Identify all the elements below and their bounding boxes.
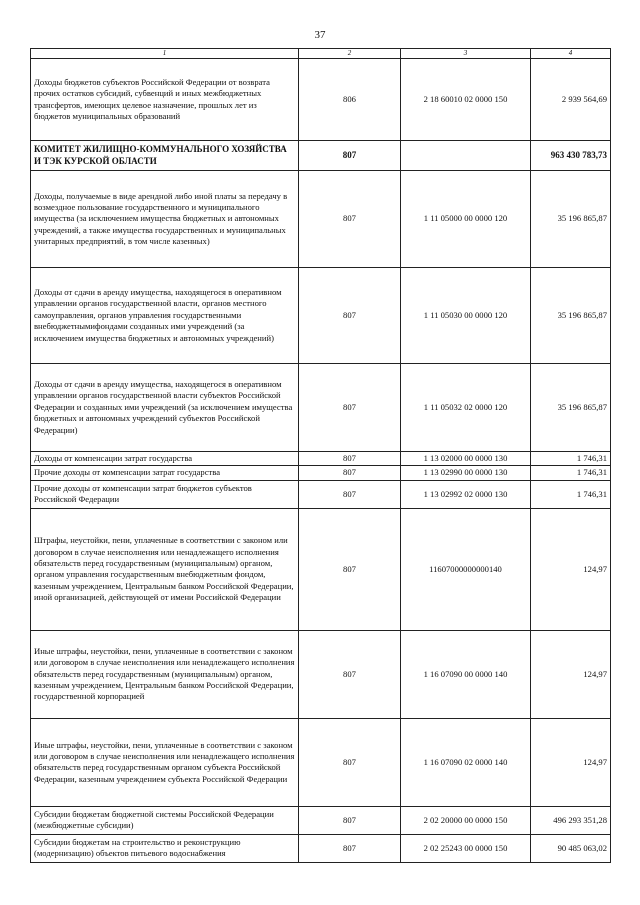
revenue-sum: 963 430 783,73 bbox=[531, 141, 611, 171]
revenue-name: КОМИТЕТ ЖИЛИЩНО-КОММУНАЛЬНОГО ХОЗЯЙСТВА И ТЭК КУРСКОЙ ОБЛАСТИ bbox=[31, 141, 299, 171]
revenue-code: 2 18 60010 02 0000 150 bbox=[401, 59, 531, 141]
revenue-code: 2 02 20000 00 0000 150 bbox=[401, 806, 531, 834]
table-row bbox=[31, 480, 611, 508]
admin-code: 807 bbox=[299, 834, 401, 862]
table-row bbox=[31, 806, 611, 834]
revenue-name: Доходы, получаемые в виде арендной либо иной платы за передачу в возмездное пользование государственного и муниципального имущества (за исключением имущества бюджетных и автономных учреждений, а также имущества государственных и муниципальных унитарных предприятий, в том числе казенных) bbox=[31, 171, 299, 268]
revenue-sum: 35 196 865,87 bbox=[531, 171, 611, 268]
header-col-4: 4 bbox=[531, 49, 611, 59]
revenue-sum: 124,97 bbox=[531, 630, 611, 718]
revenue-sum: 35 196 865,87 bbox=[531, 268, 611, 364]
revenue-code: 1 13 02990 00 0000 130 bbox=[401, 466, 531, 480]
page-number: 37 bbox=[314, 29, 326, 41]
admin-code: 807 bbox=[299, 452, 401, 466]
table-row bbox=[31, 452, 611, 466]
admin-code: 807 bbox=[299, 466, 401, 480]
revenue-code: 1 16 07090 00 0000 140 bbox=[401, 630, 531, 718]
header-col-1: 1 bbox=[31, 49, 299, 59]
revenue-name: Иные штрафы, неустойки, пени, уплаченные в соответствии с законом или договором в случае неисполнения или ненадлежащего исполнения обязательств перед государственным органом субъекта Российской Федерации, казенным учреждением субъекта Российской Федерации bbox=[31, 718, 299, 806]
table-row bbox=[31, 508, 611, 630]
revenue-name: Доходы от сдачи в аренду имущества, находящегося в оперативном управлении органов государственной власти, органов местного самоуправления, органов управления государственными внебюджетнымифондами созданных ими учреждений (за исключением имущества бюджетных и автономных учреждений) bbox=[31, 268, 299, 364]
table-row bbox=[31, 466, 611, 480]
revenue-name: Прочие доходы от компенсации затрат государства bbox=[31, 466, 299, 480]
admin-code: 806 bbox=[299, 59, 401, 141]
revenue-table bbox=[30, 48, 611, 863]
header-col-2: 2 bbox=[299, 49, 401, 59]
admin-code: 807 bbox=[299, 630, 401, 718]
revenue-sum: 496 293 351,28 bbox=[531, 806, 611, 834]
revenue-name: Доходы от сдачи в аренду имущества, находящегося в оперативном управлении органов государственной власти субъектов Российской Федерации и созданных ими учреждений (за исключением имущества бюджетных и автономных учреждений субъектов Российской Федерации) bbox=[31, 364, 299, 452]
revenue-code: 1 11 05032 02 0000 120 bbox=[401, 364, 531, 452]
table-row bbox=[31, 59, 611, 141]
admin-code: 807 bbox=[299, 171, 401, 268]
revenue-code: 2 02 25243 00 0000 150 bbox=[401, 834, 531, 862]
revenue-code: 1 13 02992 02 0000 130 bbox=[401, 480, 531, 508]
revenue-sum: 124,97 bbox=[531, 718, 611, 806]
table-row bbox=[31, 364, 611, 452]
revenue-sum: 124,97 bbox=[531, 508, 611, 630]
revenue-code: 1 11 05000 00 0000 120 bbox=[401, 171, 531, 268]
revenue-name: Субсидии бюджетам бюджетной системы Российской Федерации (межбюджетные субсидии) bbox=[31, 806, 299, 834]
admin-code: 807 bbox=[299, 718, 401, 806]
revenue-name: Субсидии бюджетам на строительство и реконструкцию (модернизацию) объектов питьевого водоснабжения bbox=[31, 834, 299, 862]
table-row bbox=[31, 834, 611, 862]
revenue-sum: 90 485 063,02 bbox=[531, 834, 611, 862]
admin-code: 807 bbox=[299, 141, 401, 171]
admin-code: 807 bbox=[299, 364, 401, 452]
revenue-sum: 2 939 564,69 bbox=[531, 59, 611, 141]
table-row bbox=[31, 718, 611, 806]
table-row bbox=[31, 630, 611, 718]
revenue-name: Прочие доходы от компенсации затрат бюджетов субъектов Российской Федерации bbox=[31, 480, 299, 508]
table-row bbox=[31, 171, 611, 268]
revenue-code: 1 16 07090 02 0000 140 bbox=[401, 718, 531, 806]
revenue-code: 11607000000000140 bbox=[401, 508, 531, 630]
table-row bbox=[31, 141, 611, 171]
admin-code: 807 bbox=[299, 268, 401, 364]
table-row bbox=[31, 268, 611, 364]
revenue-name: Штрафы, неустойки, пени, уплаченные в соответствии с законом или договором в случае неисполнения или ненадлежащего исполнения обязательств перед государственным (муниципальным) органом, органом управления государственным внебюджетным фондом, казенным учреждением, Центральным банком Российской Федерации, иной организацией, действующей от имени Российской Федерации bbox=[31, 508, 299, 630]
revenue-name: Доходы бюджетов субъектов Российской Федерации от возврата прочих остатков субсидий, субвенций и иных межбюджетных трансфертов, имеющих целевое назначение, прошлых лет из бюджетов муниципальных образований bbox=[31, 59, 299, 141]
admin-code: 807 bbox=[299, 806, 401, 834]
revenue-sum: 1 746,31 bbox=[531, 466, 611, 480]
revenue-name: Доходы от компенсации затрат государства bbox=[31, 452, 299, 466]
revenue-sum: 1 746,31 bbox=[531, 480, 611, 508]
revenue-sum: 1 746,31 bbox=[531, 452, 611, 466]
revenue-code bbox=[401, 141, 531, 171]
revenue-sum: 35 196 865,87 bbox=[531, 364, 611, 452]
revenue-code: 1 13 02000 00 0000 130 bbox=[401, 452, 531, 466]
table-header-row bbox=[31, 49, 611, 59]
header-col-3: 3 bbox=[401, 49, 531, 59]
revenue-name: Иные штрафы, неустойки, пени, уплаченные в соответствии с законом или договором в случае неисполнения или ненадлежащего исполнения обязательств перед государственным (муниципальным) органом, казенным учреждением, Центральным банком Российской Федерации, государственной корпорацией bbox=[31, 630, 299, 718]
revenue-code: 1 11 05030 00 0000 120 bbox=[401, 268, 531, 364]
admin-code: 807 bbox=[299, 480, 401, 508]
admin-code: 807 bbox=[299, 508, 401, 630]
